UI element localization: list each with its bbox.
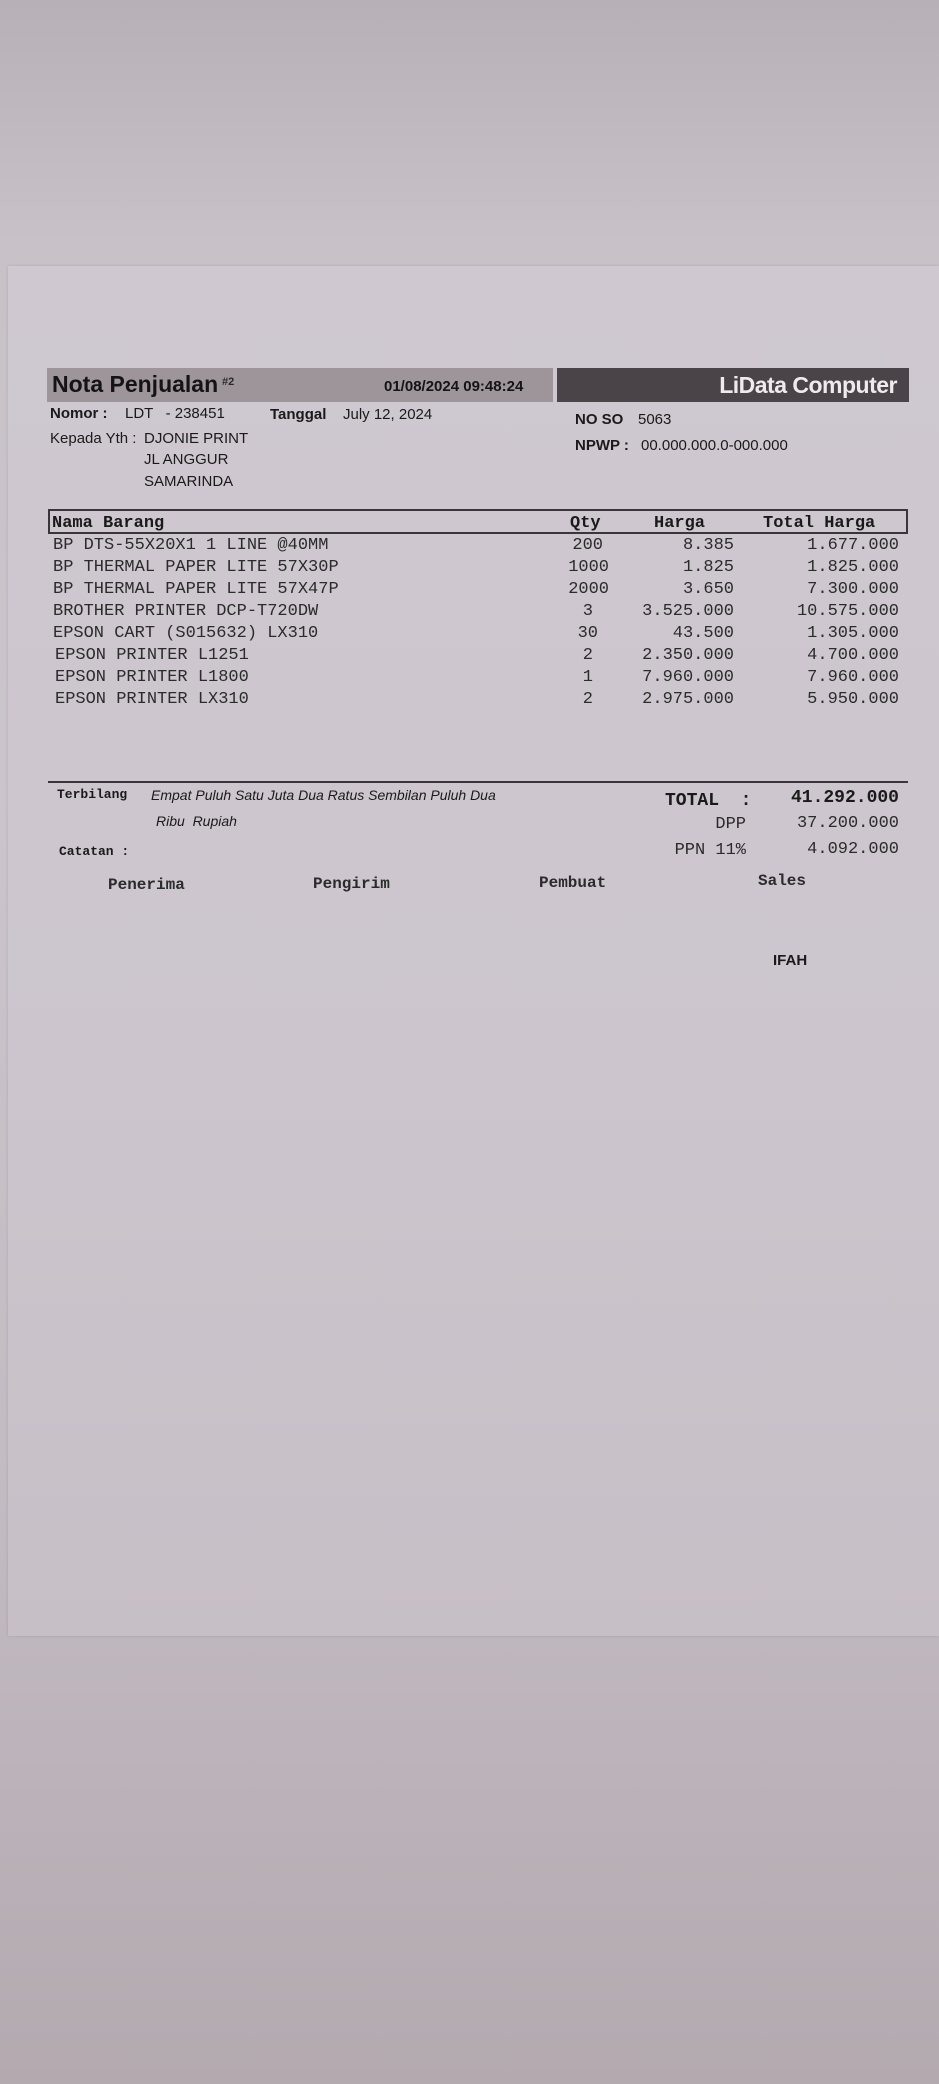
tanggal-label: Tanggal (270, 406, 327, 423)
item-price: 7.960.000 (642, 668, 734, 687)
sales-name: IFAH (773, 952, 808, 969)
item-qty: 2 (582, 690, 593, 709)
item-qty: 1000 (568, 558, 609, 577)
customer-address-street: JL ANGGUR (144, 451, 229, 468)
item-qty: 200 (572, 536, 603, 555)
item-name: BP THERMAL PAPER LITE 57X47P (53, 580, 339, 599)
tanggal-value: July 12, 2024 (343, 406, 433, 423)
item-price: 1.825 (682, 558, 734, 577)
copy-number: #2 (222, 376, 235, 388)
item-total: 4.700.000 (807, 646, 899, 665)
nomor-label: Nomor : (50, 405, 108, 422)
noso-label: NO SO (575, 411, 624, 428)
item-price: 43.500 (672, 624, 734, 643)
nomor-value: LDT - 238451 (125, 405, 225, 422)
document-title: Nota Penjualan (52, 371, 219, 397)
signature-pembuat: Pembuat (539, 874, 607, 892)
total-label: TOTAL : (665, 791, 752, 811)
npwp-label: NPWP : (575, 437, 629, 454)
item-price: 3.525.000 (642, 602, 734, 621)
dpp-value: 37.200.000 (796, 814, 899, 833)
column-header-name: Nama Barang (52, 514, 165, 533)
item-price: 8.385 (682, 536, 734, 555)
kepada-label: Kepada Yth : (50, 430, 137, 447)
brand-name: LiData Computer (719, 372, 897, 398)
column-header-qty: Qty (570, 514, 601, 533)
item-total: 1.677.000 (807, 536, 899, 555)
signature-sales: Sales (758, 872, 807, 890)
item-name: EPSON PRINTER L1251 (55, 646, 249, 665)
item-total: 7.300.000 (807, 580, 899, 599)
signature-pengirim: Pengirim (313, 875, 390, 893)
invoice-sheet (8, 266, 939, 1636)
item-qty: 30 (577, 624, 598, 643)
item-total: 1.825.000 (807, 558, 899, 577)
printed-timestamp: 01/08/2024 09:48:24 (384, 378, 524, 395)
column-header-total: Total Harga (763, 514, 876, 533)
item-total: 1.305.000 (807, 624, 899, 643)
item-name: BP THERMAL PAPER LITE 57X30P (53, 558, 339, 577)
item-qty: 2000 (568, 580, 609, 599)
summary-rule (48, 781, 908, 783)
ppn-value: 4.092.000 (807, 840, 899, 859)
item-total: 5.950.000 (807, 690, 899, 709)
terbilang-text-line1: Empat Puluh Satu Juta Dua Ratus Sembilan Puluh Dua (151, 787, 496, 803)
ppn-label: PPN 11% (674, 841, 746, 860)
item-qty: 2 (582, 646, 593, 665)
item-price: 2.350.000 (642, 646, 734, 665)
terbilang-label: Terbilang (57, 787, 128, 802)
item-qty: 3 (582, 602, 593, 621)
item-total: 10.575.000 (796, 602, 899, 621)
npwp-value: 00.000.000.0-000.000 (641, 437, 788, 454)
column-header-price: Harga (654, 514, 706, 533)
dpp-label: DPP (715, 815, 746, 834)
signature-penerima: Penerima (108, 876, 185, 894)
customer-address-city: SAMARINDA (144, 473, 234, 490)
item-name: BROTHER PRINTER DCP-T720DW (53, 602, 319, 621)
brand-bar (557, 368, 909, 402)
item-name: EPSON PRINTER L1800 (55, 668, 249, 687)
catatan-label: Catatan : (59, 844, 130, 859)
item-name: BP DTS-55X20X1 1 LINE @40MM (53, 536, 329, 555)
item-price: 2.975.000 (642, 690, 734, 709)
item-price: 3.650 (682, 580, 734, 599)
item-total: 7.960.000 (807, 668, 899, 687)
terbilang-text-line2: Ribu Rupiah (156, 813, 237, 829)
item-name: EPSON CART (S015632) LX310 (53, 624, 319, 643)
total-value: 41.292.000 (790, 788, 899, 808)
customer-name: DJONIE PRINT (144, 430, 249, 447)
item-name: EPSON PRINTER LX310 (55, 690, 249, 709)
item-qty: 1 (582, 668, 593, 687)
noso-value: 5063 (638, 411, 672, 428)
